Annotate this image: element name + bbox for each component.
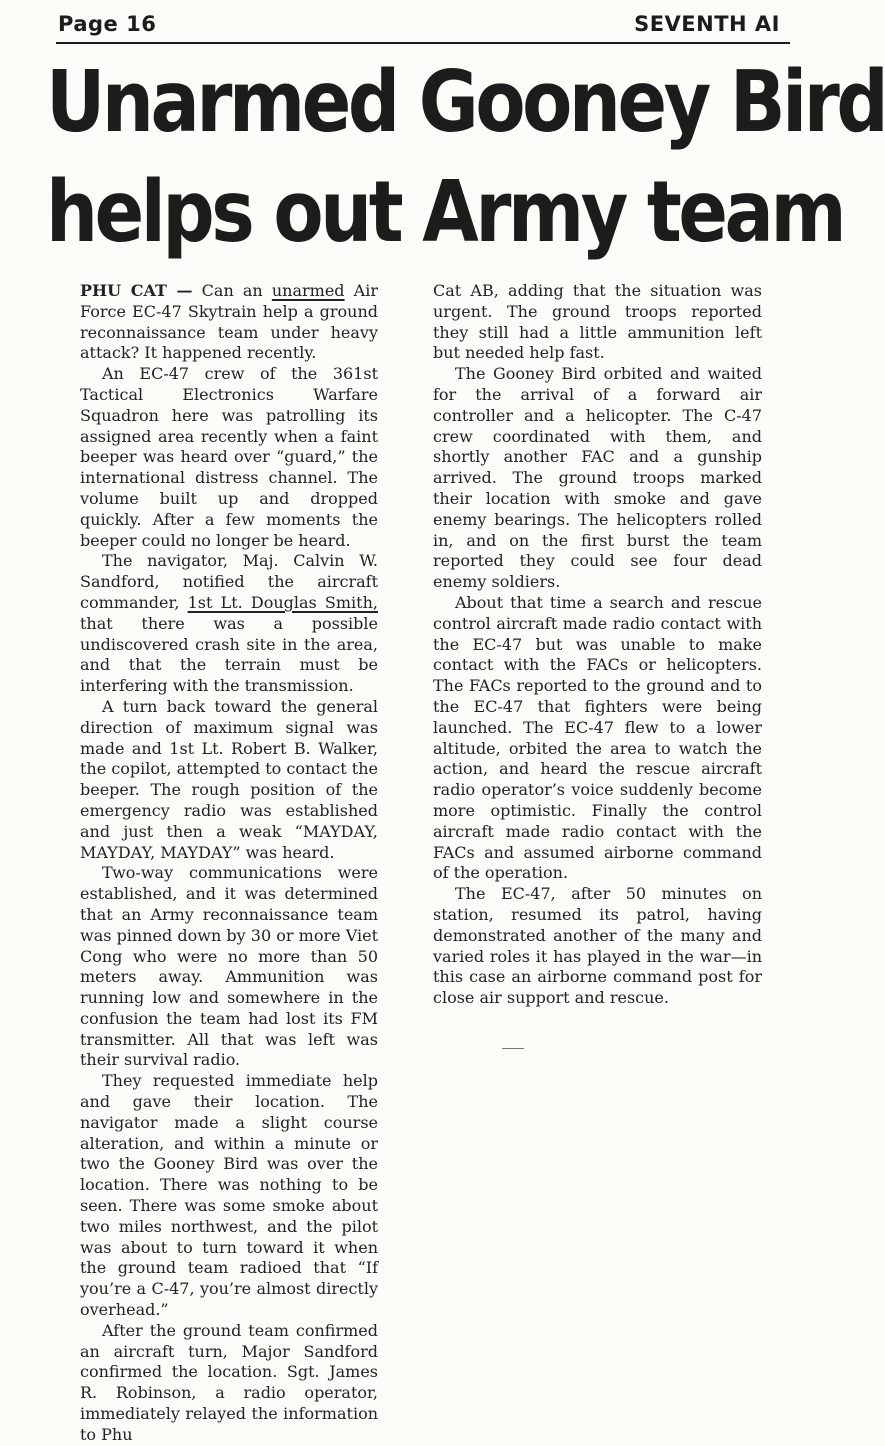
article-paragraph: After the ground team confirmed an aircraft turn, Major Sandford confirmed the location. Sgt. James R. Robinson, a radio operator, immediately relayed the information to Phu [80, 1320, 378, 1444]
masthead [58, 12, 790, 42]
article-end-rule [502, 1048, 524, 1049]
headline [46, 48, 885, 268]
headline-line-1: Unarmed Gooney Bird [46, 53, 885, 152]
article-paragraph [80, 281, 378, 364]
article-column-left [80, 281, 378, 1446]
article-column-right [433, 281, 762, 1009]
page-number: Page 16 [58, 12, 157, 36]
underlined-name: 1st Lt. Douglas Smith, [187, 592, 378, 612]
article-paragraph: An EC-47 crew of the 361st Tactical Electronics Warfare Squadron here was patrolling its assigned area recently when a faint beeper was heard over “guard,” the international distress channel. The volume built up and dropped quickly. After a few moments the beeper could no longer be heard. [80, 364, 378, 550]
paragraph-text: Can an [201, 281, 272, 300]
underlined-word: unarmed [271, 281, 345, 300]
newspaper-name: SEVENTH AI [634, 12, 780, 36]
headline-line-2: helps out Army team [46, 163, 844, 262]
paragraph-text: Air Force EC-47 Skytrain help a ground reconnaissance team under heavy attack? It happened recently. [80, 281, 378, 363]
article-paragraph: A turn back toward the general direction of maximum signal was made and 1st Lt. Robert B. Walker, the copilot, attempted to contact the beeper. The rough position of the emergency radio was established and just then a weak “MAYDAY, MAYDAY, MAYDAY” was heard. [80, 696, 378, 862]
article-paragraph: About that time a search and rescue control aircraft made radio contact with the EC-47 but was unable to make contact with the FACs or helicopters. The FACs reported to the ground and to the EC-47 that fighters were being launched. The EC-47 flew to a lower altitude, orbited the area to watch the action, and heard the rescue aircraft radio operator’s voice suddenly become more optimistic. Finally the control aircraft made radio contact with the FACs and assumed airborne command of the operation. [433, 592, 762, 883]
article-paragraph: Two-way communications were established, and it was determined that an Army reconnaissance team was pinned down by 30 or more Viet Cong who were no more than 50 meters away. Ammunition was running low and somewhere in the confusion the team had lost its FM transmitter. All that was left was their survival radio. [80, 863, 378, 1070]
paragraph-text: that there was a possible undiscovered crash site in the area, and that the terrain must be interfering with the transmission. [80, 613, 378, 696]
article-paragraph: The EC-47, after 50 minutes on station, resumed its patrol, having demonstrated another of the many and varied roles it has played in the war—in this case an airborne command post for close air support and rescue. [433, 884, 762, 1008]
article-paragraph: The Gooney Bird orbited and waited for the arrival of a forward air controller and a helicopter. The C-47 crew coordinated with them, and shortly another FAC and a gunship arrived. The ground troops marked their location with smoke and gave enemy bearings. The helicopters rolled in, and on the first burst the team reported they could see four dead enemy soldiers. [433, 364, 762, 592]
header-rule [56, 42, 790, 44]
article-paragraph: They requested immediate help and gave their location. The navigator made a slight course alteration, and within a minute or two the Gooney Bird was over the location. There was nothing to be seen. There was some smoke about two miles northwest, and the pilot was about to turn toward it when the ground team radioed that “If you’re a C-47, you’re almost directly overhead.” [80, 1071, 378, 1320]
dateline: PHU CAT — [80, 281, 193, 300]
article-paragraph: Cat AB, adding that the situation was urgent. The ground troops reported they still had a little ammunition left but needed help fast. [433, 281, 762, 363]
article-paragraph [80, 551, 378, 697]
paragraph-text: The navigator, Maj. Calvin W. Sandford, notified the aircraft commander, [80, 551, 378, 612]
